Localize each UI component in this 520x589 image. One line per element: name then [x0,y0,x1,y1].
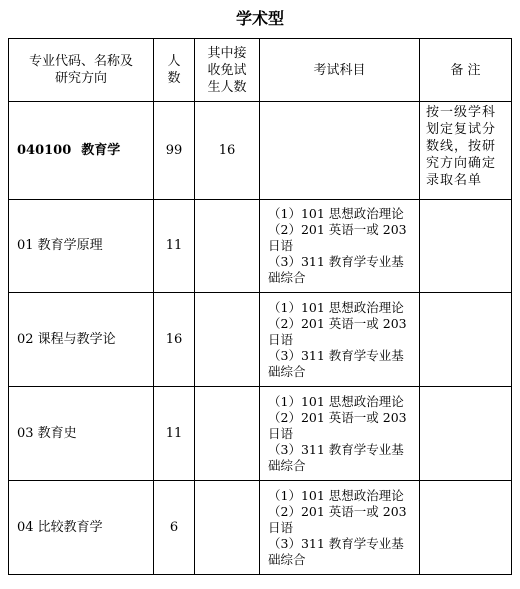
major-count: 99 [154,102,195,200]
header-exempt [195,39,260,102]
direction-count: 11 [154,200,195,293]
direction-label: 01 教育学原理 [9,200,154,293]
subject-line: 础综合 [268,551,306,567]
subject-line: （1）101 思想政治理论 [268,487,404,503]
major-code-name [9,102,154,200]
direction-subjects [260,387,420,481]
direction-row [9,481,512,575]
direction-label: 02 课程与教学论 [9,293,154,387]
subject-line: （1）101 思想政治理论 [268,299,404,315]
direction-note [420,293,512,387]
subject-line: （1）101 思想政治理论 [268,393,404,409]
major-code: 040100 [17,142,72,158]
major-row [9,102,512,200]
direction-exempt [195,481,260,575]
direction-row [9,387,512,481]
direction-note [420,481,512,575]
header-exempt-line2: 收免试 [207,62,247,78]
subject-line: （2）201 英语一或 203 [268,222,407,237]
direction-exempt [195,200,260,293]
direction-exempt [195,293,260,387]
subject-line: 日语 [268,238,294,253]
subject-line: （3）311 教育学专业基 [268,535,404,551]
subject-line: 日语 [268,519,294,535]
subject-line: 日语 [268,331,294,347]
direction-count: 16 [154,293,195,387]
direction-count: 6 [154,481,195,575]
major-name: 教育学 [81,142,121,158]
subject-line: 础综合 [268,457,306,473]
header-code-name-line1: 专业代码、名称及 [28,54,133,69]
direction-subjects [260,200,420,293]
admissions-table [8,38,512,575]
header-count [154,39,195,102]
direction-subjects [260,293,420,387]
direction-row [9,293,512,387]
direction-subjects [260,481,420,575]
subject-line: （3）311 教育学专业基 [268,254,404,269]
subject-line: （2）201 英语一或 203 [268,503,407,519]
direction-exempt [195,387,260,481]
major-note: 按一级学科划定复试分数线，按研究方向确定录取名单 [420,102,512,200]
subject-line: 日语 [268,425,294,441]
subject-line: （2）201 英语一或 203 [268,315,407,331]
subject-line: （3）311 教育学专业基 [268,347,404,363]
direction-label: 04 比较教育学 [9,481,154,575]
subject-line: （3）311 教育学专业基 [268,441,404,457]
header-count-line1: 人 [167,54,181,69]
header-subjects: 考试科目 [260,39,420,102]
direction-note [420,200,512,293]
header-code-name-line2: 研究方向 [54,71,107,86]
major-exempt: 16 [195,102,260,200]
direction-note [420,387,512,481]
subject-line: （1）101 思想政治理论 [268,206,404,221]
header-count-line2: 数 [167,71,181,86]
subject-line: 础综合 [268,270,306,285]
page-title: 学术型 [235,9,284,28]
direction-count: 11 [154,387,195,481]
header-code-name-direction [9,39,154,102]
header-note: 备 注 [420,39,512,102]
header-exempt-line1: 其中接 [207,45,247,61]
header-exempt-line3: 生人数 [207,79,247,95]
direction-row [9,200,512,293]
major-subjects [260,102,420,200]
direction-label: 03 教育史 [9,387,154,481]
subject-line: （2）201 英语一或 203 [268,409,407,425]
subject-line: 础综合 [268,363,306,379]
header-row [9,39,512,102]
